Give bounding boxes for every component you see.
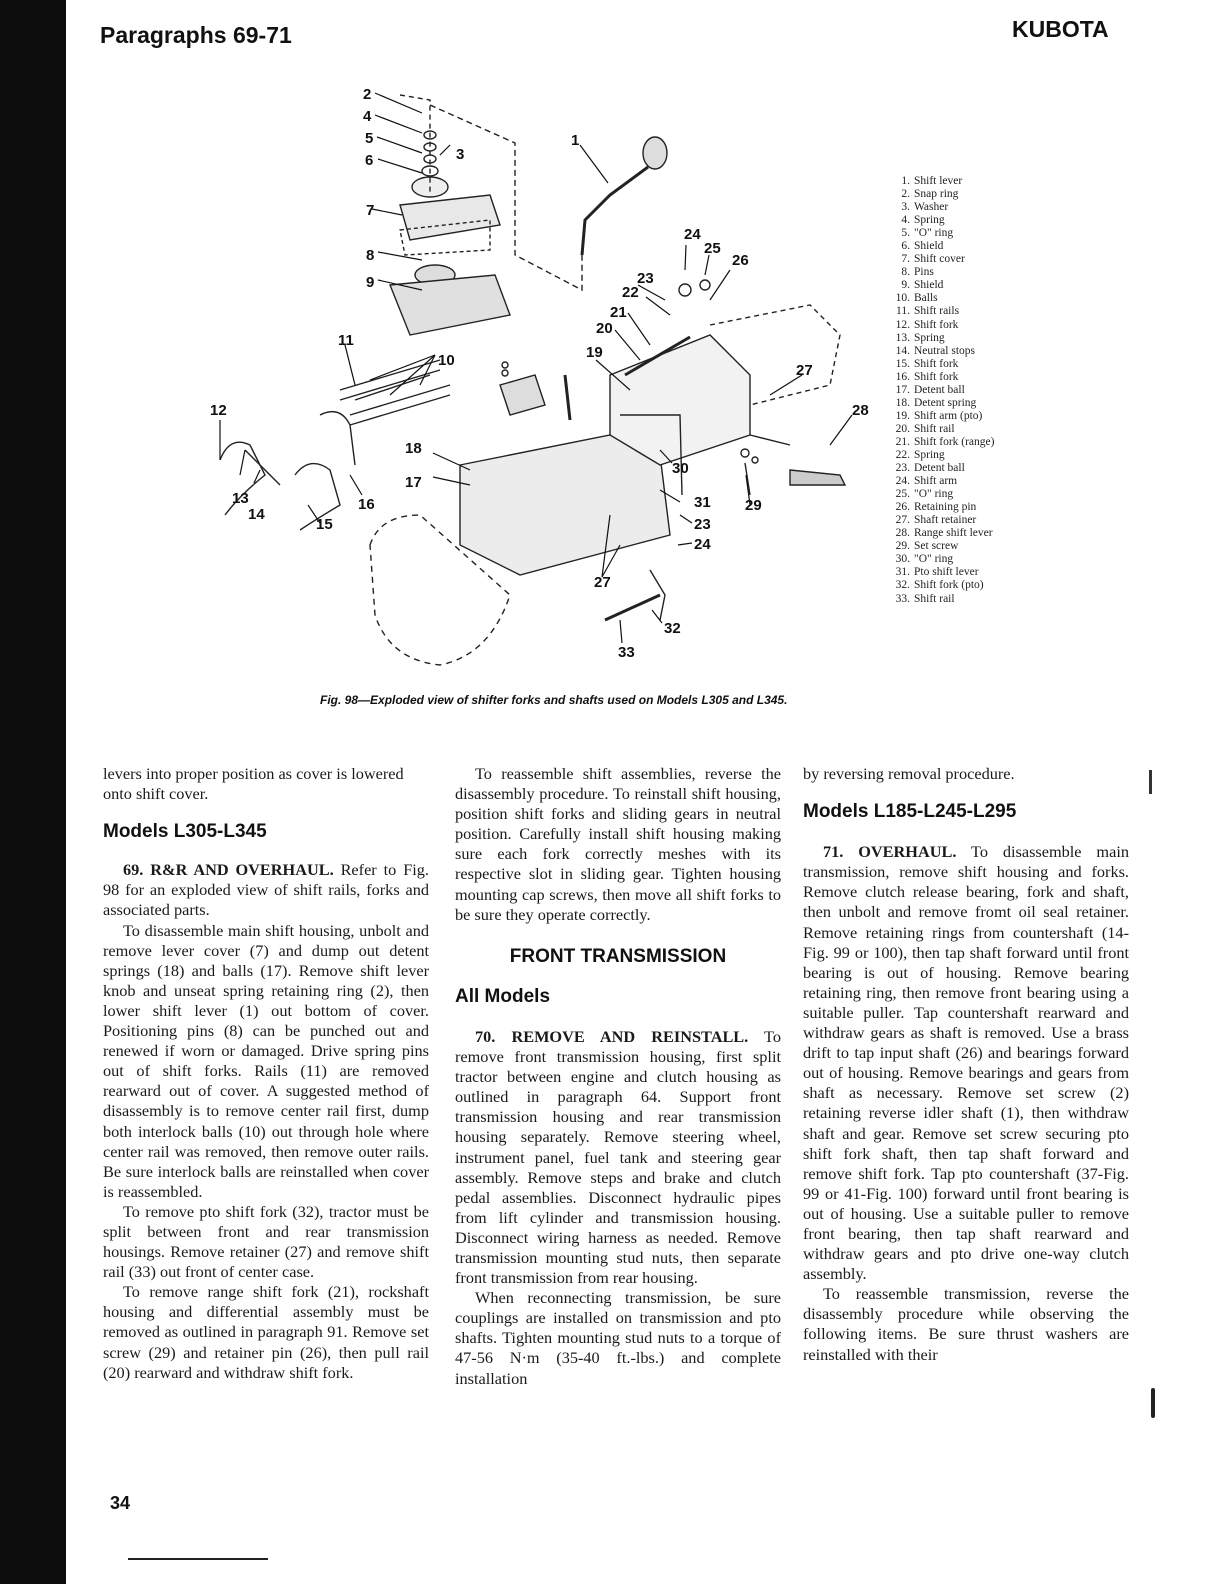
legend-item bbox=[892, 214, 1052, 227]
legend-item bbox=[892, 488, 1052, 501]
legend-number: 21. bbox=[895, 435, 910, 448]
legend-number: 5. bbox=[901, 227, 910, 240]
callout-29: 29 bbox=[745, 497, 762, 514]
legend-label: Set screw bbox=[914, 540, 959, 553]
legend-item bbox=[892, 593, 1052, 606]
callout-24-lower: 24 bbox=[694, 536, 711, 553]
text-column-2 bbox=[455, 764, 781, 1389]
legend-number: 13. bbox=[895, 331, 910, 344]
paragraph-text: Refer to Fig. 98 for an exploded view of shift rails, forks and associated parts. bbox=[103, 860, 429, 920]
legend-number: 1. bbox=[901, 175, 910, 187]
legend-label: Shield bbox=[914, 279, 944, 292]
paragraph-title: 69. R&R AND OVERHAUL. bbox=[123, 860, 334, 880]
legend-label: "O" ring bbox=[914, 227, 954, 240]
paragraph-text: To disassemble main transmission, remove shift housing and forks. Remove clutch release bearing, fork and shaft, then unbolt and remove fromt oil seal retainer. Remove retaining rings from countershaft (14-Fig. 99 or 100), then tap shaft forward until front bearing is out of housing. Remove bearing retaining ring, then remove front bearing using a suitable puller. Tap countershaft rearward and withdraw gears as shaft is removed. Use a brass drift to tap input shaft (26) and bearings forward out of housing. Remove bearings and gears from shaft as necessary. Remove set screw (2) retaining reverse idler shaft (1), then withdraw shaft and gear. Remove set screw securing pto shift fork shaft, then tap shaft forward and remove shift fork. Tap pto countershaft (37-Fig. 99 or 41-Fig. 100) forward until front bearing is out of housing. Use a suitable puller to remove front bearing, then tap shaft rearward and withdraw gears and pto drive one-way clutch assembly. bbox=[803, 842, 1129, 1284]
legend-number: 23. bbox=[895, 462, 910, 475]
page-header-paragraphs: Paragraphs 69-71 bbox=[100, 22, 292, 48]
legend-item bbox=[892, 540, 1052, 553]
legend-label: Pins bbox=[914, 266, 934, 279]
legend-item bbox=[892, 305, 1052, 318]
callout-labels bbox=[210, 86, 869, 661]
footer-rule bbox=[128, 1558, 268, 1560]
legend-label: Spring bbox=[914, 214, 945, 227]
callout-30: 30 bbox=[672, 460, 689, 477]
legend-item bbox=[892, 462, 1052, 475]
legend-item bbox=[892, 410, 1052, 423]
scan-mark bbox=[1151, 1388, 1155, 1418]
legend-number: 4. bbox=[901, 214, 910, 227]
exploded-view-drawing bbox=[190, 75, 890, 680]
callout-15: 15 bbox=[316, 516, 333, 533]
legend-label: Shaft retainer bbox=[914, 514, 977, 527]
legend-label: Shift cover bbox=[914, 253, 965, 266]
legend-item bbox=[892, 501, 1052, 514]
legend-label: Snap ring bbox=[914, 188, 959, 201]
legend-item bbox=[892, 188, 1052, 201]
legend-item bbox=[892, 201, 1052, 214]
legend-label: "O" ring bbox=[914, 553, 954, 566]
callout-17: 17 bbox=[405, 474, 422, 491]
callout-9: 9 bbox=[366, 274, 375, 291]
callout-18: 18 bbox=[405, 440, 422, 457]
legend-number: 27. bbox=[895, 514, 910, 527]
text-column-3 bbox=[803, 764, 1129, 1365]
legend-label: Shift fork (pto) bbox=[914, 579, 984, 592]
callout-5: 5 bbox=[365, 130, 374, 147]
legend-label: Shift rail bbox=[914, 422, 955, 435]
legend-number: 2. bbox=[901, 188, 910, 201]
legend-label: Detent spring bbox=[914, 396, 977, 409]
legend-label: Shield bbox=[914, 240, 944, 253]
legend-number: 24. bbox=[895, 475, 910, 488]
callout-32: 32 bbox=[664, 620, 681, 637]
callout-28: 28 bbox=[852, 402, 869, 419]
legend-number: 20. bbox=[895, 422, 910, 435]
paragraph: When reconnecting transmission, be sure couplings are installed on transmission and pto shafts. Tighten mounting stud nuts to a torque of 47-56 N·m (35-40 ft.-lbs.) and complete installation bbox=[455, 1288, 781, 1388]
legend-item bbox=[892, 527, 1052, 540]
callout-31: 31 bbox=[694, 494, 711, 511]
legend-item bbox=[892, 279, 1052, 292]
callout-8: 8 bbox=[366, 247, 375, 264]
callout-14: 14 bbox=[248, 506, 265, 523]
legend-label: Shift fork (range) bbox=[914, 435, 995, 448]
legend-number: 6. bbox=[901, 240, 910, 253]
legend-label: Shift rails bbox=[914, 305, 960, 318]
callout-20: 20 bbox=[596, 320, 613, 337]
callout-16: 16 bbox=[358, 496, 375, 513]
page-number: 34 bbox=[110, 1493, 131, 1513]
paragraph-text: To remove front transmission housing, first split tractor between engine and clutch housing as outlined in paragraph 64. Support front transmission housing and rear transmission housing separately. Remove steering wheel, instrument panel, fuel tank and steering gear assembly. Remove steps and brake and clutch pedal assemblies. Disconnect hydraulic pipes from lift cylinder and transmission housing. Disconnect wiring harness as needed. Remove transmission mounting stud nuts, then separate front transmission from rear housing. bbox=[455, 1026, 781, 1288]
legend-item bbox=[892, 579, 1052, 592]
callout-22: 22 bbox=[622, 284, 639, 301]
callout-4: 4 bbox=[363, 108, 372, 125]
legend-item bbox=[892, 332, 1052, 345]
legend-item bbox=[892, 240, 1052, 253]
callout-7: 7 bbox=[366, 202, 375, 219]
legend-number: 14. bbox=[895, 344, 910, 357]
legend-number: 19. bbox=[895, 409, 910, 422]
legend-number: 25. bbox=[895, 488, 910, 501]
callout-27-lower: 27 bbox=[594, 574, 611, 591]
legend-item bbox=[892, 358, 1052, 371]
callout-10: 10 bbox=[438, 352, 455, 369]
legend-label: Detent ball bbox=[914, 383, 965, 396]
legend-item bbox=[892, 292, 1052, 305]
callout-19: 19 bbox=[586, 344, 603, 361]
legend-number: 30. bbox=[895, 553, 910, 566]
legend-item bbox=[892, 514, 1052, 527]
callout-12: 12 bbox=[210, 402, 227, 419]
legend-label: Shift fork bbox=[914, 318, 959, 331]
legend-number: 32. bbox=[895, 579, 910, 592]
legend-item bbox=[892, 436, 1052, 449]
legend-label: Detent ball bbox=[914, 462, 965, 475]
paragraph: To remove pto shift fork (32), tractor must be split between front and rear transmission housings. Remove retainer (27) and remove shift rail (33) out front of center case. bbox=[103, 1201, 429, 1282]
legend-label: Shift fork bbox=[914, 370, 959, 383]
legend-item bbox=[892, 449, 1052, 462]
legend-item bbox=[892, 423, 1052, 436]
callout-27: 27 bbox=[796, 362, 813, 379]
legend-number: 29. bbox=[895, 540, 910, 553]
legend-number: 12. bbox=[895, 318, 910, 331]
callout-25: 25 bbox=[704, 240, 721, 257]
legend-label: Spring bbox=[914, 448, 945, 461]
paragraph: levers into proper position as cover is lowered onto shift cover. bbox=[103, 764, 404, 804]
legend-label: Shift lever bbox=[914, 175, 963, 187]
legend-number: 11. bbox=[896, 305, 910, 318]
legend-number: 15. bbox=[895, 357, 910, 370]
legend-number: 26. bbox=[895, 501, 910, 514]
legend-label: Pto shift lever bbox=[914, 566, 979, 579]
legend-number: 17. bbox=[895, 383, 910, 396]
text-column-1 bbox=[103, 764, 429, 1383]
paragraph: To disassemble main shift housing, unbolt and remove lever cover (7) and dump out detent springs (18) and balls (17). Remove shift lever knob and unseat spring retaining ring (2), then lower shift lever (1) out bottom of cover. Positioning pins (8) can be punched out and renewed if worn or damaged. Drive spring pins out of shift forks. Rails (11) are removed rearward out of cover. A suggested method of disassembly is to remove center rail first, dump both interlock balls (10) out through hole where center rail was removed, then remove outer rails. Be sure interlock balls are reinstalled when cover is reassembled. bbox=[103, 920, 429, 1201]
legend-item bbox=[892, 566, 1052, 579]
scan-mark bbox=[1149, 770, 1152, 794]
legend-label: Shift arm bbox=[914, 475, 958, 488]
legend-number: 7. bbox=[901, 253, 910, 266]
legend-number: 8. bbox=[901, 266, 910, 279]
page-header-brand: KUBOTA bbox=[1012, 16, 1109, 42]
paragraph: To reassemble transmission, reverse the disassembly procedure while observing the following items. Be sure thrust washers are reinstalled with their bbox=[803, 1284, 1129, 1364]
legend-number: 3. bbox=[901, 201, 910, 214]
legend-label: Neutral stops bbox=[914, 344, 976, 357]
legend-item bbox=[892, 227, 1052, 240]
legend-item bbox=[892, 475, 1052, 488]
legend-item bbox=[892, 175, 1052, 188]
legend-number: 22. bbox=[895, 448, 910, 461]
scan-edge-bar bbox=[0, 0, 66, 1584]
legend-label: Range shift lever bbox=[914, 527, 993, 540]
legend-item bbox=[892, 371, 1052, 384]
paragraph-70 bbox=[455, 1027, 781, 1288]
legend-item bbox=[892, 384, 1052, 397]
legend-item bbox=[892, 397, 1052, 410]
paragraph: by reversing removal procedure. bbox=[803, 764, 1015, 783]
legend-label: Washer bbox=[914, 201, 949, 214]
legend-item bbox=[892, 266, 1052, 279]
callout-21: 21 bbox=[610, 304, 627, 321]
legend-item bbox=[892, 553, 1052, 566]
legend-number: 18. bbox=[895, 396, 910, 409]
legend-number: 9. bbox=[901, 279, 910, 292]
callout-13: 13 bbox=[232, 490, 249, 507]
legend-label: Retaining pin bbox=[914, 501, 977, 514]
legend-number: 28. bbox=[895, 527, 910, 540]
legend-label: Balls bbox=[914, 292, 938, 305]
parts-legend bbox=[892, 175, 1052, 606]
legend-item bbox=[892, 253, 1052, 266]
callout-6: 6 bbox=[365, 152, 374, 169]
paragraph-71 bbox=[803, 842, 1129, 1284]
section-heading: Models L185-L245-L295 bbox=[803, 801, 1017, 823]
legend-number: 16. bbox=[895, 370, 910, 383]
paragraph: To remove range shift fork (21), rockshaft housing and differential assembly must be removed as outlined in paragraph 91. Remove set screw (29) and retainer pin (26), then pull rail (20) rearward and withdraw shift fork. bbox=[103, 1282, 429, 1382]
callout-33: 33 bbox=[618, 644, 635, 661]
legend-number: 31. bbox=[895, 566, 910, 579]
section-heading: Models L305-L345 bbox=[103, 821, 267, 843]
section-heading: FRONT TRANSMISSION bbox=[509, 945, 727, 967]
callout-23-lower: 23 bbox=[694, 516, 711, 533]
callout-1: 1 bbox=[571, 132, 580, 149]
legend-label: Spring bbox=[914, 331, 945, 344]
callout-23: 23 bbox=[637, 270, 654, 287]
callout-11: 11 bbox=[338, 332, 354, 349]
legend-label: Shift arm (pto) bbox=[914, 409, 983, 422]
callout-2: 2 bbox=[363, 86, 372, 103]
legend-label: Shift fork bbox=[914, 357, 959, 370]
callout-24: 24 bbox=[684, 226, 701, 243]
section-heading: All Models bbox=[455, 985, 551, 1007]
callout-26: 26 bbox=[732, 252, 749, 269]
legend-number: 33. bbox=[895, 592, 910, 605]
paragraph: To reassemble shift assemblies, reverse the disassembly procedure. To reinstall shift housing, position shift forks and sliding gears in neutral position. Carefully install shift housing making sure each fork correctly meshes with its respective slot in sliding gear. Tighten housing mounting cap screws, then move all shift forks to be sure they operate correctly. bbox=[455, 764, 781, 924]
paragraph-69 bbox=[103, 860, 429, 920]
legend-label: "O" ring bbox=[914, 488, 954, 501]
figure-caption: Fig. 98—Exploded view of shifter forks and shafts used on Models L305 and L345. bbox=[320, 693, 788, 707]
legend-item bbox=[892, 319, 1052, 332]
paragraph-title: 70. REMOVE AND REINSTALL. bbox=[475, 1026, 749, 1046]
legend-label: Shift rail bbox=[914, 592, 955, 605]
exploded-view-figure bbox=[190, 75, 890, 680]
paragraph-title: 71. OVERHAUL. bbox=[823, 842, 957, 862]
callout-3: 3 bbox=[456, 146, 465, 163]
legend-number: 10. bbox=[895, 292, 910, 305]
legend-item bbox=[892, 345, 1052, 358]
